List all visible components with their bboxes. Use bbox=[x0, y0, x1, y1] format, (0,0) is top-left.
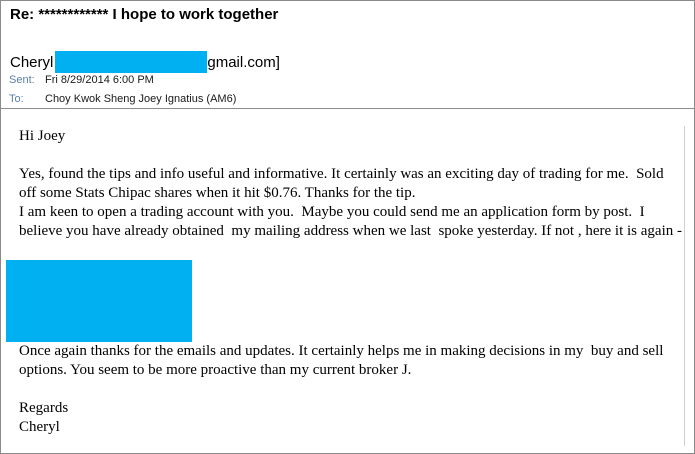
body-paragraph-2: I am keen to open a trading account with you. Maybe you could send me an application form by post. I believe you have already obtained my mailing address when we last spoke yesterday. If not , here it is again - bbox=[19, 204, 682, 239]
sender-line bbox=[10, 51, 280, 73]
greeting: Hi Joey bbox=[19, 128, 66, 144]
sender-name[interactable]: Cheryl bbox=[10, 53, 54, 71]
sent-date: Fri 8/29/2014 6:00 PM bbox=[45, 74, 154, 86]
sent-row bbox=[9, 74, 154, 86]
header-divider bbox=[1, 108, 694, 109]
email-subject: Re: ************ I hope to work together bbox=[10, 6, 279, 23]
recipient-name[interactable]: Choy Kwok Sheng Joey Ignatius (AM6) bbox=[45, 93, 237, 105]
scrollbar-track[interactable] bbox=[684, 126, 695, 446]
body-paragraph-1: Yes, found the tips and info useful and informative. It certainly was an exciting day of trading for me. Sold off some Stats Chipac shares when it hit $0.76. Thanks for the tip. bbox=[19, 166, 668, 201]
sender-email-domain: gmail.com] bbox=[207, 53, 280, 71]
paragraph-gap bbox=[19, 146, 684, 165]
redacted-email-box bbox=[55, 51, 207, 73]
closing: Regards bbox=[19, 400, 69, 416]
sent-label: Sent: bbox=[9, 74, 35, 86]
to-label: To: bbox=[9, 93, 24, 105]
paragraph-gap bbox=[19, 380, 684, 399]
body-paragraph-3: Once again thanks for the emails and updates. It certainly helps me in making decisions in my buy and sell options. You seem to be more proactive than my current broker J. bbox=[19, 343, 668, 378]
redacted-address-box bbox=[6, 260, 192, 342]
signature: Cheryl bbox=[19, 419, 60, 435]
to-row bbox=[9, 93, 236, 105]
